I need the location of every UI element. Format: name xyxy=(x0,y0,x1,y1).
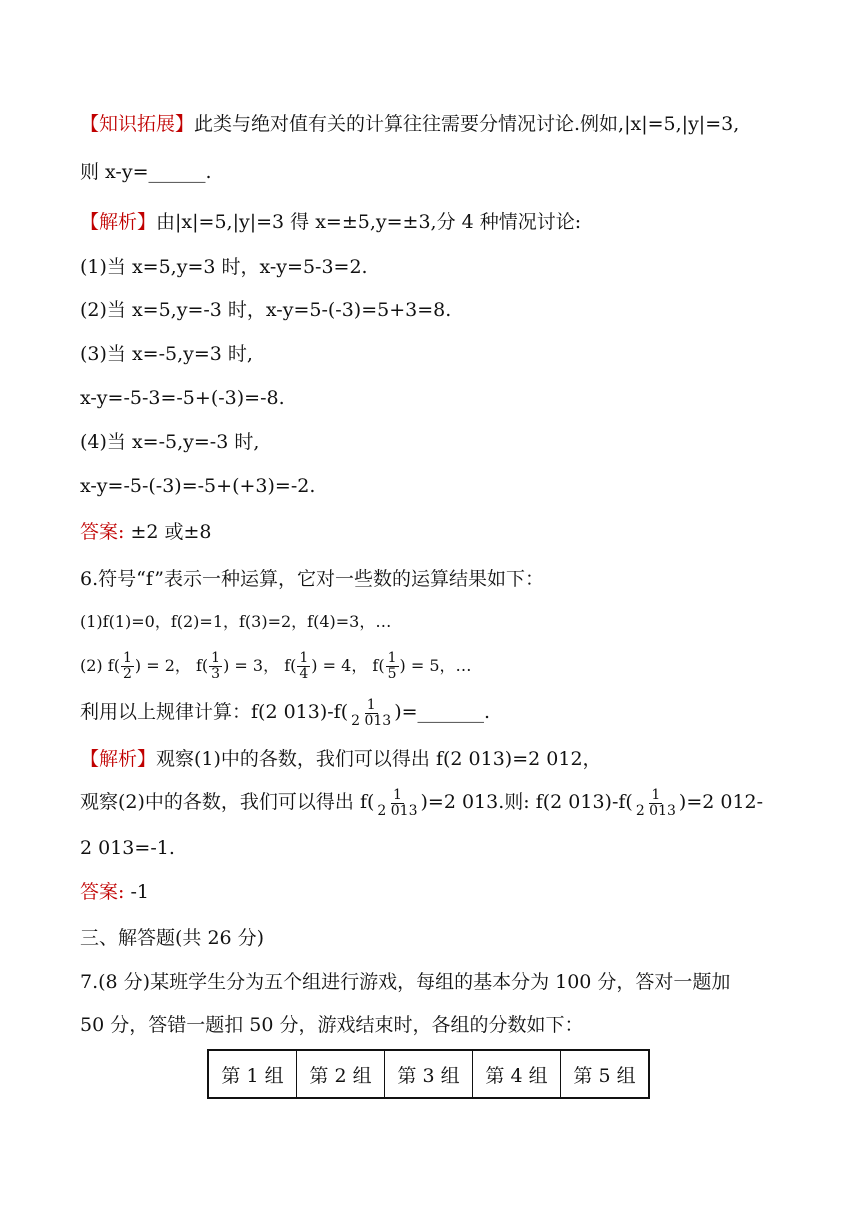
ext-text: 此类与绝对值有关的计算往往需要分情况讨论.例如,|x|=5,|y|=3, xyxy=(194,113,740,135)
case-4: (4)当 x=-5,y=-3 时, xyxy=(80,431,260,453)
case-2: (2)当 x=5,y=-3 时，x-y=5-(-3)=5+3=8. xyxy=(80,299,452,321)
case-3-calc: x-y=-5-3=-5+(-3)=-8. xyxy=(80,387,285,409)
table-row xyxy=(208,1050,649,1098)
fraction: $\frac{1}{2 013}$ xyxy=(351,696,392,729)
fraction: $\frac{1}{3}$ xyxy=(211,650,221,682)
fraction: $\frac{1}{2 013}$ xyxy=(635,786,676,819)
solution-2-line2: 观察(2)中的各数，我们可以得出 f( $\frac{1}{2 013}$ )=2 013.则: f(2 013)-f( $\frac{1}{2 013}$ )=2 012- xyxy=(80,786,764,819)
sol1-tag: 【解析】 xyxy=(80,211,157,233)
answer-2-label: 答案: xyxy=(80,881,125,903)
table-cell: 第 1 组 xyxy=(208,1050,297,1098)
section-3-heading: 三、解答题(共 26 分) xyxy=(80,927,265,949)
knowledge-extension xyxy=(80,110,739,138)
question-6-row2 xyxy=(80,646,472,686)
table-cell: 第 3 组 xyxy=(385,1050,473,1098)
solution-2-line1: 【解析】观察(1)中的各数，我们可以得出 f(2 013)=2 012， xyxy=(80,748,602,770)
answer-2-value: -1 xyxy=(130,881,149,903)
fraction: $\frac{1}{4}$ xyxy=(299,650,309,682)
ext-line2: 则 x-y=______. xyxy=(80,161,212,183)
question-6-row1: (1)f(1)=0，f(2)=1，f(3)=2，f(4)=3，… xyxy=(80,612,392,631)
group-table xyxy=(207,1049,650,1099)
case-4-calc: x-y=-5-(-3)=-5+(+3)=-2. xyxy=(80,475,316,497)
fraction: $\frac{1}{5}$ xyxy=(387,650,397,682)
question-6-stem: 6.符号“f”表示一种运算，它对一些数的运算结果如下： xyxy=(80,568,544,590)
ext-tag: 【知识拓展】 xyxy=(80,113,195,135)
fraction: $\frac{1}{2 013}$ xyxy=(377,786,418,819)
table-cell: 第 2 组 xyxy=(297,1050,385,1098)
answer-1 xyxy=(80,518,212,546)
f-term-third: f( $\frac{1}{3}$ ) = 3， xyxy=(195,650,280,682)
f-term-fifth: f( $\frac{1}{5}$ ) = 5，… xyxy=(372,650,472,682)
row2-prefix: (2) xyxy=(80,656,103,675)
f-term-half: f( $\frac{1}{2}$ ) = 2， xyxy=(107,650,191,682)
answer-2 xyxy=(80,878,149,906)
solution-1-intro xyxy=(80,208,581,236)
table-cell: 第 4 组 xyxy=(473,1050,561,1098)
question-7-line2: 50 分，答错一题扣 50 分，游戏结束时，各组的分数如下： xyxy=(80,1014,584,1036)
solution-2-line3: 2 013=-1. xyxy=(80,837,175,859)
question-7-line1: 7.(8 分)某班学生分为五个组进行游戏，每组的基本分为 100 分，答对一题加 xyxy=(80,971,731,993)
table-cell: 第 5 组 xyxy=(561,1050,650,1098)
f-term-quarter: f( $\frac{1}{4}$ ) = 4， xyxy=(284,650,368,682)
sol1-intro: 由|x|=5,|y|=3 得 x=±5,y=±3,分 4 种情况讨论: xyxy=(156,211,582,233)
question-6-calc: 利用以上规律计算：f(2 013)-f( $\frac{1}{2 013}$ )=_______. xyxy=(80,696,491,729)
fraction: $\frac{1}{2}$ xyxy=(122,650,132,682)
case-3: (3)当 x=-5,y=3 时, xyxy=(80,343,253,365)
answer-1-value: ±2 或±8 xyxy=(130,521,212,543)
sol2-tag: 【解析】 xyxy=(80,748,157,770)
case-1: (1)当 x=5,y=3 时，x-y=5-3=2. xyxy=(80,256,368,278)
answer-1-label: 答案: xyxy=(80,521,125,543)
